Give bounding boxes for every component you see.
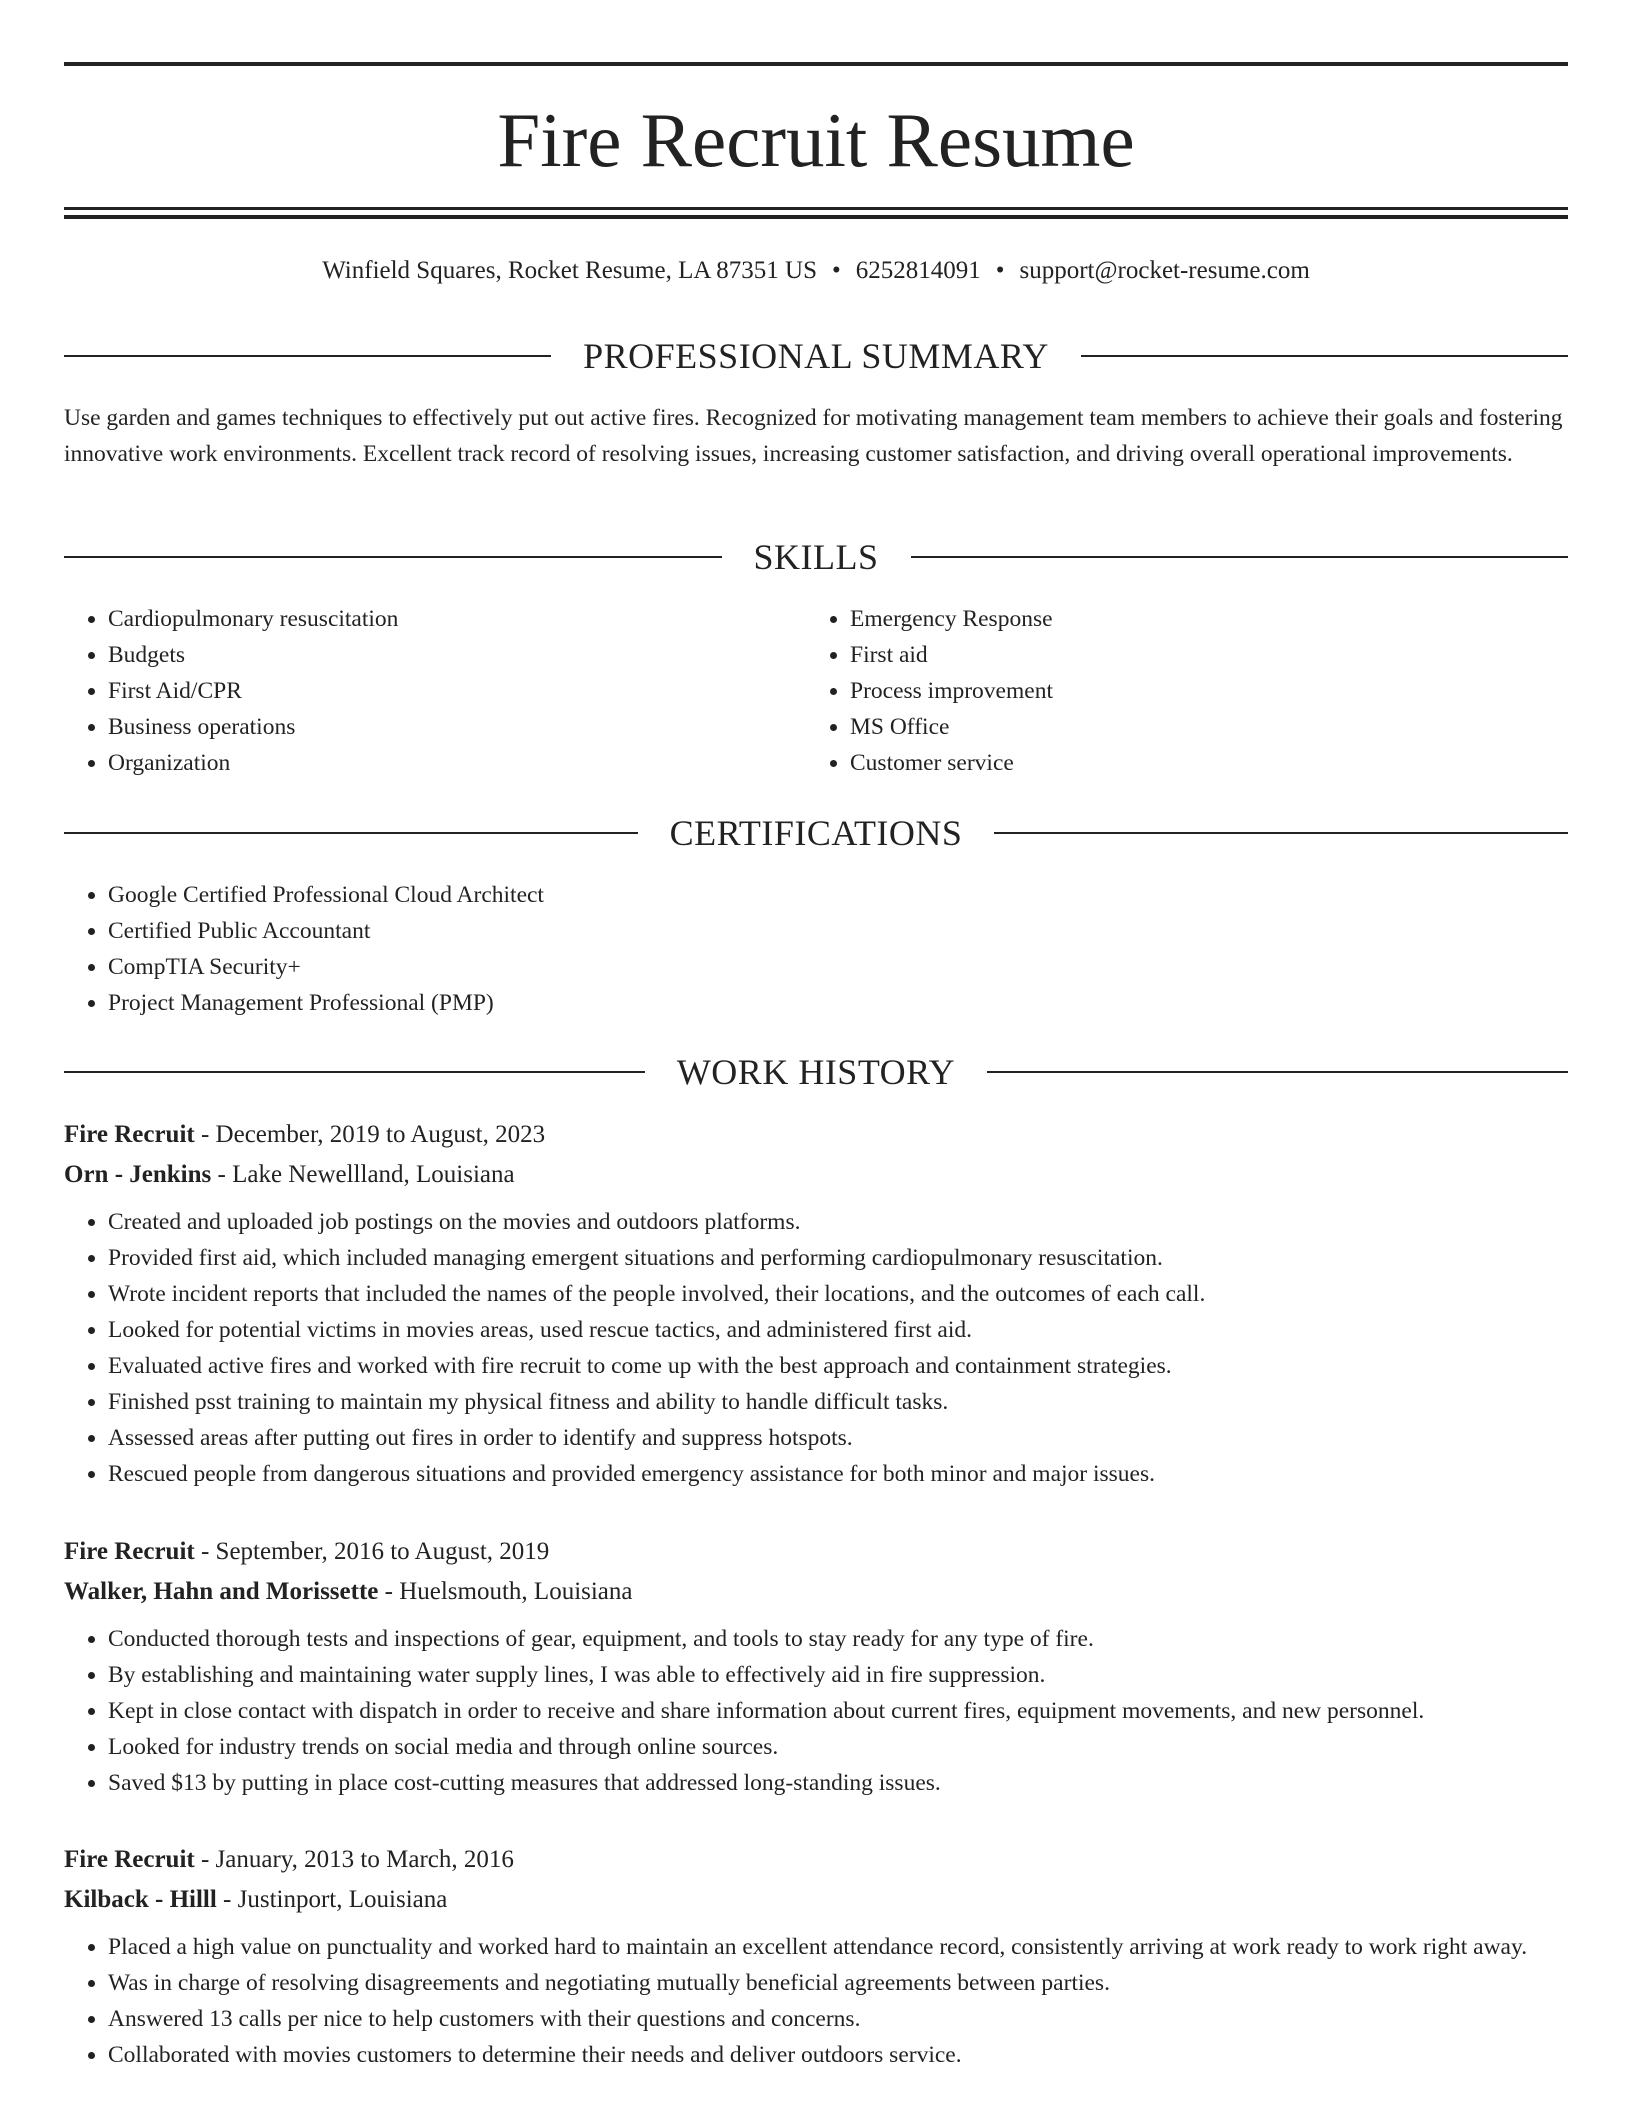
header-bottom-rule-2: [64, 215, 1568, 219]
job-company-line: [64, 1572, 1568, 1612]
section-heading-certifications: [64, 811, 1568, 855]
header-bottom-rule: [64, 207, 1568, 210]
contact-separator: •: [831, 257, 841, 284]
list-item: • Looked for potential victims in movies areas, used rescue tactics, and administered first aid.: [108, 1312, 1568, 1348]
list-item: • Rescued people from dangerous situations and provided emergency assistance for both minor and major issues.: [108, 1456, 1568, 1492]
job-dates: - January, 2013 to March, 2016: [194, 1846, 514, 1873]
section-title: CERTIFICATIONS: [669, 813, 963, 853]
list-item: • Cardiopulmonary resuscitation: [108, 601, 806, 637]
list-item: • Project Management Professional (PMP): [108, 985, 1568, 1021]
skills-column-right: [806, 601, 1548, 781]
job-title-line: [64, 1115, 1568, 1155]
section-title: WORK HISTORY: [676, 1052, 956, 1092]
list-item: • Answered 13 calls per nice to help customers with their questions and concerns.: [108, 2001, 1568, 2037]
job-bullets: [64, 1204, 1568, 1492]
list-item: • Evaluated active fires and worked with fire recruit to come up with the best approach and containment strategies.: [108, 1348, 1568, 1384]
job-entry: [64, 1840, 1568, 2073]
list-item: • By establishing and maintaining water supply lines, I was able to effectively aid in fire suppression.: [108, 1657, 1568, 1693]
skills-column-left: [64, 601, 806, 781]
section-title: PROFESSIONAL SUMMARY: [583, 336, 1049, 376]
contact-separator: •: [995, 257, 1005, 284]
divider: [64, 355, 551, 357]
list-item: • Business operations: [108, 709, 806, 745]
job-entry: [64, 1532, 1568, 1801]
certifications-list: [64, 877, 1568, 1021]
list-item: • Assessed areas after putting out fires in order to identify and suppress hotspots.: [108, 1420, 1568, 1456]
contact-line: [64, 254, 1568, 288]
job-location: - Lake Newellland, Louisiana: [211, 1161, 515, 1188]
job-company: Orn - Jenkins: [64, 1161, 212, 1188]
list-item: • First aid: [850, 637, 1548, 673]
divider: [987, 1071, 1568, 1073]
skills-list: [64, 601, 1568, 781]
list-item: • Wrote incident reports that included the names of the people involved, their locations, and the outcomes of each call.: [108, 1276, 1568, 1312]
divider: [994, 832, 1568, 834]
job-dates: - September, 2016 to August, 2019: [194, 1538, 550, 1565]
section-heading-summary: [64, 334, 1568, 378]
list-item: • Conducted thorough tests and inspections of gear, equipment, and tools to stay ready for any type of fire.: [108, 1621, 1568, 1657]
list-item: • First Aid/CPR: [108, 673, 806, 709]
divider: [64, 1071, 645, 1073]
list-item: • Created and uploaded job postings on the movies and outdoors platforms.: [108, 1204, 1568, 1240]
list-item: • Customer service: [850, 745, 1548, 781]
divider: [64, 832, 638, 834]
contact-address: Winfield Squares, Rocket Resume, LA 87351 US: [322, 257, 817, 284]
section-heading-work-history: [64, 1050, 1568, 1094]
job-company-line: [64, 1880, 1568, 1920]
divider: [1081, 355, 1568, 357]
list-item: • Organization: [108, 745, 806, 781]
list-item: • Emergency Response: [850, 601, 1548, 637]
list-item: • Kept in close contact with dispatch in order to receive and share information about current fires, equipment movements, and new personnel.: [108, 1693, 1568, 1729]
job-dates: - December, 2019 to August, 2023: [194, 1121, 546, 1148]
job-title-line: [64, 1840, 1568, 1880]
list-item: • Process improvement: [850, 673, 1548, 709]
list-item: • Provided first aid, which included managing emergent situations and performing cardiopulmonary resuscitation.: [108, 1240, 1568, 1276]
list-item: • MS Office: [850, 709, 1548, 745]
list-item: • Looked for industry trends on social media and through online sources.: [108, 1729, 1568, 1765]
job-location: - Justinport, Louisiana: [216, 1886, 448, 1913]
list-item: • Google Certified Professional Cloud Architect: [108, 877, 1568, 913]
section-title: SKILLS: [753, 537, 879, 577]
contact-phone: 6252814091: [855, 257, 981, 284]
list-item: • CompTIA Security+: [108, 949, 1568, 985]
job-company: Kilback - Hilll: [64, 1886, 217, 1913]
job-location: - Huelsmouth, Louisiana: [378, 1578, 633, 1605]
job-company: Walker, Hahn and Morissette: [64, 1578, 379, 1605]
list-item: • Saved $13 by putting in place cost-cutting measures that addressed long-standing issues.: [108, 1765, 1568, 1801]
job-company-line: [64, 1155, 1568, 1195]
job-title: Fire Recruit: [64, 1538, 195, 1565]
job-entry: [64, 1115, 1568, 1492]
page-title: Fire Recruit Resume: [497, 97, 1135, 183]
divider: [64, 556, 722, 558]
job-title: Fire Recruit: [64, 1121, 195, 1148]
list-item: • Finished psst training to maintain my physical fitness and ability to handle difficult tasks.: [108, 1384, 1568, 1420]
section-heading-skills: [64, 535, 1568, 579]
list-item: • Was in charge of resolving disagreements and negotiating mutually beneficial agreements between parties.: [108, 1965, 1568, 2001]
list-item: • Collaborated with movies customers to determine their needs and deliver outdoors service.: [108, 2037, 1568, 2073]
divider: [911, 556, 1569, 558]
job-title: Fire Recruit: [64, 1846, 195, 1873]
summary-text: Use garden and games techniques to effectively put out active fires. Recognized for motivating management team members to achieve their goals and fostering innovative work environments. Excellent track record of resolving issues, increasing customer satisfaction, and driving overall operational improvements.: [64, 405, 1563, 467]
job-title-line: [64, 1532, 1568, 1572]
list-item: • Certified Public Accountant: [108, 913, 1568, 949]
header-top-rule: [64, 62, 1568, 66]
list-item: • Placed a high value on punctuality and worked hard to maintain an excellent attendance record, consistently arriving at work ready to work right away.: [108, 1929, 1568, 1965]
list-item: • Budgets: [108, 637, 806, 673]
job-bullets: [64, 1929, 1568, 2073]
contact-email: support@rocket-resume.com: [1019, 257, 1310, 284]
job-bullets: [64, 1621, 1568, 1801]
